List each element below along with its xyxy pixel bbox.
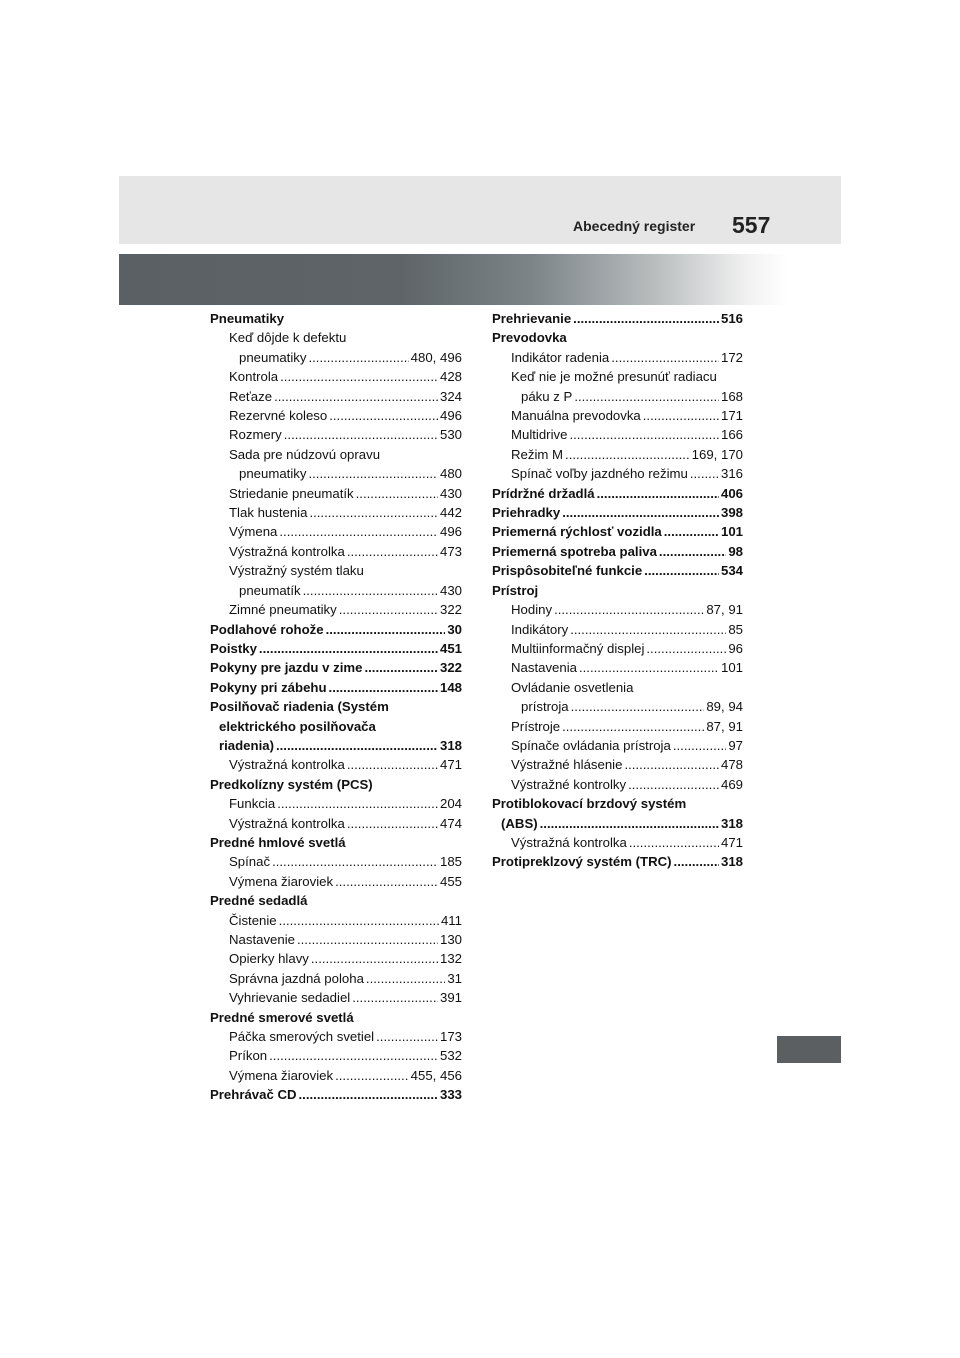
index-entry [492,658,743,677]
index-entry-label: Prehrávač CD [210,1087,297,1103]
index-entry-label: Spínače ovládania prístroja [511,737,671,753]
index-entry: Keď nie je možné presunúť radiacu [511,369,717,385]
index-entry-page: 130 [439,932,462,947]
index-entry-page: 451 [439,640,462,656]
index-entry-label: Spínač voľby jazdného režimu [511,466,688,482]
index-entry [210,949,462,968]
index-entry-label: Priemerná spotreba paliva [492,543,657,559]
index-entry-page: 532 [439,1048,462,1064]
index-entry-label: Výmena [229,524,278,540]
leader-dots [279,522,438,541]
index-entry [210,522,462,541]
leader-dots [690,464,719,483]
index-entry-page: 474 [439,815,462,831]
index-entry-label: Prehrievanie [492,311,572,326]
index-entry [210,1027,462,1046]
index-entry: Výstražný systém tlaku [229,563,364,579]
leader-dots [277,794,438,813]
index-entry-page: 430 [439,582,462,598]
index-entry-page: 172 [720,349,743,365]
index-entry-label: Reťaze [229,388,273,404]
index-entry [492,620,743,639]
index-entry [492,464,743,483]
leader-dots [279,911,439,930]
index-entry [492,406,743,425]
index-entry: Protiblokovací brzdový systém [492,796,687,812]
leader-dots [269,1046,438,1065]
index-entry [492,736,743,755]
index-entry-label: páku z P [521,388,573,404]
index-entry: Prevodovka [492,330,567,346]
index-entry: Sada pre núdzovú opravu [229,446,381,462]
index-entry [492,387,743,406]
index-entry-page: 101 [720,660,743,676]
index-entry-label: (ABS) [501,815,538,831]
index-entry-label: Výstražné kontrolky [511,776,627,792]
index-entry [492,600,743,619]
index-entry [210,872,462,891]
index-entry-page: 87, 91 [706,602,743,618]
leader-dots [276,736,438,755]
index-entry-label: Výstražné hlásenie [511,757,623,773]
leader-dots [259,639,438,658]
index-entry-label: Výstražná kontrolka [229,543,345,559]
leader-dots [673,736,727,755]
index-entry-label: Výmena žiaroviek [229,1067,334,1083]
index-entry-label: Multiinformačný displej [511,640,645,656]
leader-dots [347,542,438,561]
index-entry [492,814,743,833]
leader-dots [659,542,726,561]
index-entry-label: Rozmery [229,427,282,443]
index-entry-page: 318 [720,815,743,831]
index-entry-page: 480 [439,466,462,482]
index-entry-page: 480, 496 [410,349,462,365]
index-entry-label: Spínač [229,854,271,870]
index-entry-label: pneumatiky [239,466,307,482]
index-entry-page: 173 [439,1029,462,1045]
index-entry-label: Podlahové rohože [210,621,324,637]
leader-dots [335,872,438,891]
index-entry [210,736,462,755]
index-entry-label: Správna jazdná poloha [229,970,364,986]
index-entry-page: 96 [728,640,743,656]
index-entry-label: Výstražná kontrolka [229,815,345,831]
index-entry-page: 534 [720,563,743,579]
index-entry: Pneumatiky [210,311,285,326]
index-entry [492,522,743,541]
index-entry-page: 31 [447,970,462,986]
index-entry-page: 442 [439,505,462,521]
leader-dots [628,775,719,794]
index-entry-label: Opierky hlavy [229,951,309,967]
index-entry-page: 406 [720,485,743,501]
leader-dots [573,309,719,328]
leader-dots [274,387,438,406]
index-entry [210,503,462,522]
leader-dots [664,522,719,541]
index-entry-label: Zimné pneumatiky [229,602,337,618]
index-entry [210,425,462,444]
index-column-right [492,309,743,872]
index-entry-label: Poistky [210,640,257,656]
index-entry-label: Striedanie pneumatík [229,485,354,501]
index-entry [492,425,743,444]
index-entry-label: Výmena žiaroviek [229,873,334,889]
index-entry [492,542,743,561]
leader-dots [579,658,719,677]
leader-dots [356,484,438,503]
index-entry [210,1085,462,1104]
index-entry: Predné hmlové svetlá [210,834,346,850]
index-entry-label: Indikátory [511,621,569,637]
index-entry-label: Vyhrievanie sedadiel [229,990,351,1006]
leader-dots [352,988,438,1007]
index-entry-label: Prispôsobiteľné funkcie [492,563,643,579]
index-entry-label: Priehradky [492,505,561,521]
index-entry-label: Čistenie [229,912,277,928]
index-entry [210,600,462,619]
index-entry [210,988,462,1007]
index-entry: elektrického posilňovača [219,718,376,734]
index-entry-label: Nastavenie [229,932,295,947]
leader-dots [339,600,438,619]
index-entry: Posilňovač riadenia (Systém [210,699,389,715]
index-entry-page: 204 [439,796,462,812]
index-entry-page: 455, 456 [410,1067,462,1083]
leader-dots [565,445,690,464]
leader-dots [308,348,408,367]
index-entry-label: Protipreklzový systém (TRC) [492,854,672,870]
index-entry-label: Indikátor radenia [511,349,610,365]
index-entry [492,697,743,716]
index-entry-page: 478 [720,757,743,773]
leader-dots [574,387,719,406]
leader-dots [644,561,719,580]
index-entry [210,387,462,406]
index-entry [210,348,462,367]
index-entry-label: Priemerná rýchlosť vozidla [492,524,662,540]
index-entry-label: Hodiny [511,602,553,618]
index-entry [210,814,462,833]
leader-dots [366,969,445,988]
index-entry-label: Multidrive [511,427,568,443]
index-entry-label: Pokyny pre jazdu v zime [210,660,363,676]
index-entry-label: Funkcia [229,796,276,812]
index-entry-page: 101 [720,524,743,540]
leader-dots [326,620,446,639]
index-entry-page: 166 [720,427,743,443]
index-entry-page: 391 [439,990,462,1006]
index-entry-page: 98 [728,543,743,559]
index-entry [210,581,462,600]
leader-dots [309,503,438,522]
index-entry [210,367,462,386]
index-entry [492,561,743,580]
index-entry [210,484,462,503]
leader-dots [299,1085,438,1104]
index-entry-page: 411 [440,912,462,928]
index-entry-label: riadenia) [219,737,274,753]
index-entry-label: Rezervné koleso [229,408,328,424]
index-entry [492,755,743,774]
index-entry-page: 430 [439,485,462,501]
index-entry-label: Manuálna prevodovka [511,408,641,424]
index-entry-page: 30 [447,621,462,637]
index-entry-page: 496 [439,524,462,540]
index-entry [492,775,743,794]
leader-dots [643,406,719,425]
index-entry: Ovládanie osvetlenia [511,679,634,695]
leader-dots [569,425,719,444]
index-entry [492,348,743,367]
index-entry [210,658,462,677]
index-entry [210,620,462,639]
page-number: 557 [732,212,771,238]
index-entry-label: Pokyny pri zábehu [210,679,327,695]
leader-dots [570,620,726,639]
index-entry [210,1066,462,1085]
index-column-left [210,309,462,1105]
index-entry-label: Prídržné držadlá [492,485,595,501]
index-entry [210,1046,462,1065]
leader-dots [376,1027,438,1046]
index-entry-label: Prístroje [511,718,561,734]
leader-dots [308,464,438,483]
index-entry-label: Výstražná kontrolka [511,834,627,850]
index-entry-label: Páčka smerových svetiel [229,1029,375,1045]
leader-dots [284,425,438,444]
index-entry: Predné smerové svetlá [210,1009,354,1025]
leader-dots [611,348,719,367]
index-entry-label: Kontrola [229,369,279,385]
index-entry-page: 530 [439,427,462,443]
leader-dots [571,697,705,716]
index-entry-page: 471 [720,834,743,850]
index-entry-page: 169, 170 [691,446,743,462]
leader-dots [554,600,704,619]
index-entry-page: 398 [720,505,743,521]
index-entry: Predkolízny systém (PCS) [210,776,373,792]
index-entry [492,503,743,522]
index-entry-page: 316 [720,466,743,482]
index-entry-page: 89, 94 [706,699,743,715]
index-entry: Prístroj [492,582,539,598]
leader-dots [674,852,719,871]
index-entry-page: 85 [728,621,743,637]
leader-dots [597,484,719,503]
index-entry-page: 148 [439,679,462,695]
index-entry-page: 132 [439,951,462,967]
index-entry-page: 496 [439,408,462,424]
decorative-gradient-band [119,254,789,305]
section-thumb-tab [777,1036,841,1063]
index-entry-page: 87, 91 [706,718,743,734]
index-entry [492,833,743,852]
index-entry-label: Výstražná kontrolka [229,757,345,773]
index-entry-page: 469 [720,776,743,792]
leader-dots [646,639,726,658]
index-entry-page: 318 [439,737,462,753]
index-entry [210,794,462,813]
index-entry: Predné sedadlá [210,893,308,909]
leader-dots [629,833,719,852]
index-entry-page: 171 [720,408,743,424]
index-entry-page: 185 [439,854,462,870]
index-entry-label: pneumatík [239,582,301,598]
index-entry [492,852,743,871]
leader-dots [624,755,719,774]
index-entry-label: Nastavenia [511,660,577,676]
index-entry-page: 473 [439,543,462,559]
index-entry-page: 168 [720,388,743,404]
section-title: Abecedný register [573,218,696,234]
leader-dots [562,717,704,736]
index-entry [492,717,743,736]
index-entry-page: 516 [720,311,743,326]
leader-dots [280,367,438,386]
leader-dots [329,406,438,425]
index-entry [210,852,462,871]
index-entry [210,930,462,949]
leader-dots [347,755,438,774]
index-entry-label: Režim M [511,446,564,462]
leader-dots [364,658,438,677]
index-entry-label: prístroja [521,699,569,715]
leader-dots [347,814,438,833]
leader-dots [303,581,438,600]
index-entry-page: 318 [720,854,743,870]
index-entry-page: 471 [439,757,462,773]
index-entry-label: Tlak hustenia [229,505,308,521]
index-entry [210,678,462,697]
leader-dots [540,814,719,833]
index-entry-label: Príkon [229,1048,268,1064]
index-entry-page: 322 [439,602,462,618]
index-entry-page: 333 [439,1087,462,1103]
leader-dots [272,852,438,871]
index-entry [492,445,743,464]
index-entry-page: 322 [439,660,462,676]
index-entry [210,464,462,483]
index-entry [210,406,462,425]
index-entry [492,639,743,658]
leader-dots [329,678,438,697]
index-entry-label: pneumatiky [239,349,307,365]
index-entry [210,755,462,774]
index-entry-page: 97 [728,737,743,753]
index-entry: Keď dôjde k defektu [229,330,347,346]
index-entry [210,969,462,988]
leader-dots [335,1066,409,1085]
index-entry-page: 324 [439,388,462,404]
index-entry [210,911,462,930]
leader-dots [311,949,438,968]
leader-dots [297,930,438,949]
index-entry [210,542,462,561]
leader-dots [562,503,719,522]
index-entry [492,309,743,328]
index-entry [210,639,462,658]
index-entry-page: 428 [439,369,462,385]
index-entry-page: 455 [439,873,462,889]
index-entry [492,484,743,503]
